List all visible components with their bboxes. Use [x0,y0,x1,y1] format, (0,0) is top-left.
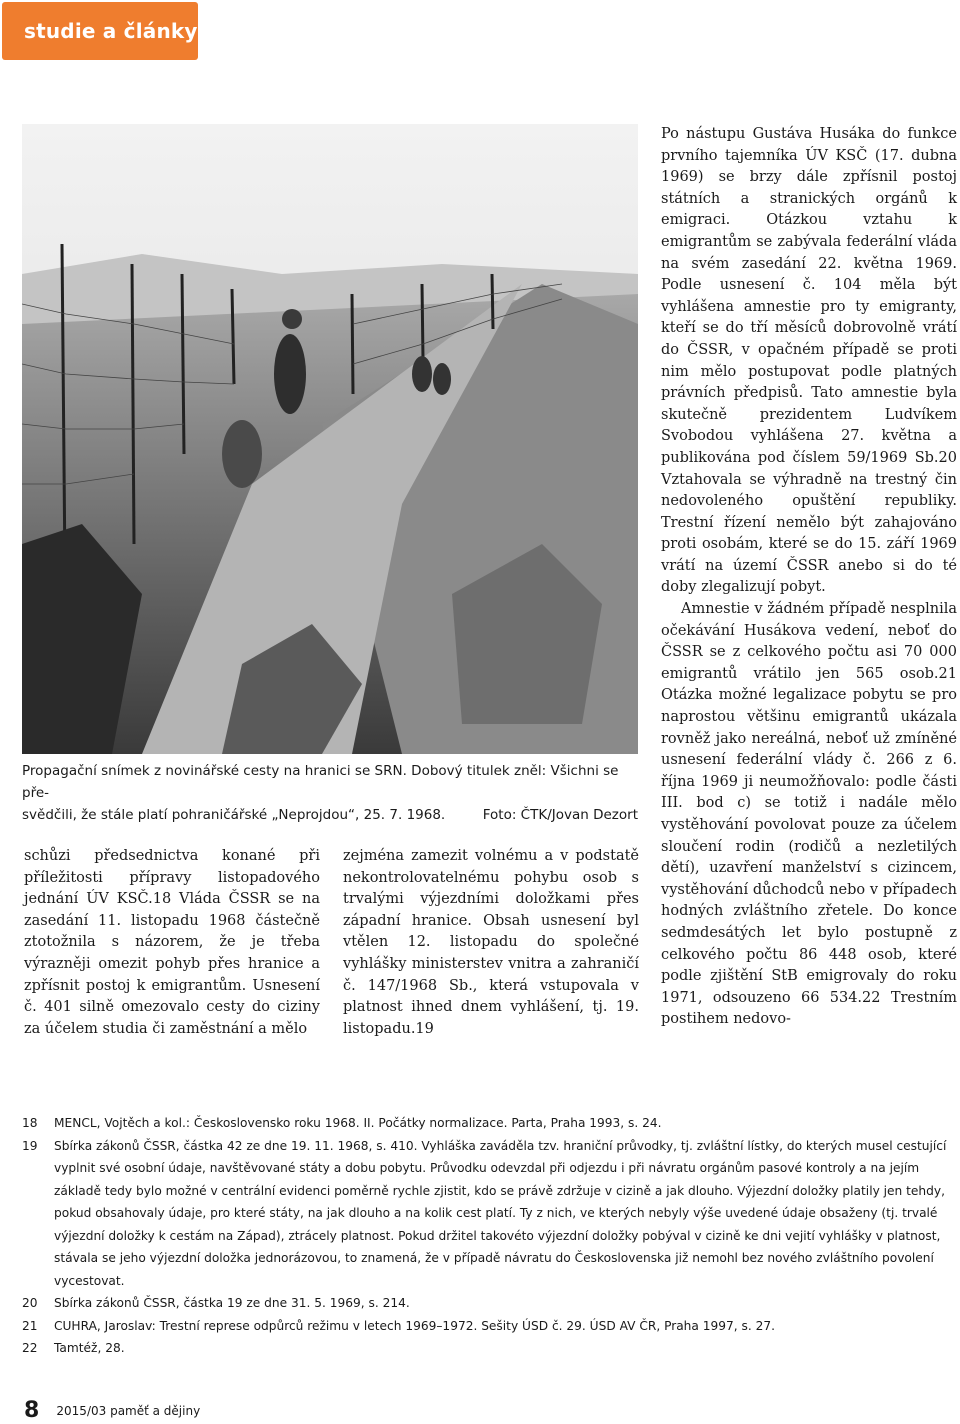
footnote-text: Sbírka zákonů ČSSR, částka 19 ze dne 31. 5. 1969, s. 214. [54,1296,410,1310]
text-column-3 [661,124,957,1031]
footnote [22,1337,958,1360]
footnote-text: CUHRA, Jaroslav: Trestní represe odpůrců režimu v letech 1969–1972. Sešity ÚSD č. 29. ÚSD AV ČR, Praha 1997, s. 27. [54,1318,775,1333]
footnote-text: MENCL, Vojtěch a kol.: Československo roku 1968. II. Počátky normalizace. Parta, Praha 1993, s. 24. [54,1116,662,1130]
text-column-1 [24,846,320,1040]
photo-credit: Foto: ČTK/Jovan Dezort [482,807,638,823]
footnote-text: Tamtéž, 28. [54,1341,125,1355]
footnote-number: 22 [22,1341,38,1355]
footnote [22,1292,958,1315]
footnote [22,1315,958,1338]
photo-caption [22,760,638,826]
text-column-2 [343,846,639,1040]
section-tag [2,2,198,60]
footnote [22,1112,958,1135]
column-2-text: zejména zamezit volnému a v podstatě nekontrolovatelnému pohybu osob s trvalými výjezdními doložkami přes západní hranice. Obsah usnesení byl vtělen 12. listopadu do společné vyhlášky ministerstev vnitra a zahraničí č. 147/1968 Sb., která vstupovala v platnost ihned dnem vyhlášení, tj. 19. listopadu.19 [343,848,639,1037]
caption-line-2: svědčili, že stále platí pohraničářské „Neprojdou“, 25. 7. 1968. [22,807,446,823]
border-patrol-photo [22,124,638,754]
column-1-text: schůzi předsednictva konané při příležitosti přípravy listopadového jednání ÚV KSČ.18 Vláda ČSSR se na zasedání 11. listopadu 1968 částečně ztotožnila s názorem, že je třeba výrazněji omezit pohyb přes hranice a zpřísnit postoj k emigrantům. Usnesení č. 401 silně omezovalo cesty do ciziny za účelem studia či zaměstnání a mělo [24,848,320,1037]
column-3-paragraph-2: Amnestie v žádném případě nesplnila očekávání Husákova vedení, neboť do ČSSR se z celkového počtu asi 70 000 emigrantů vrátilo jen 565 osob.21 Otázka možné legalizace pobytu se pro naprostou většinu emigrantů ukázala rovněž jako nereálná, neboť už zmíněné usnesení federální vlády č. 266 z 6. října 1969 ji neumožňovalo: podle části III. bod c) se totiž i nadále mělo vystěhování povolovat pouze za účelem sloučení rodin (rodičů a nezletilých dětí), uzavření manželství s cizincem, vystěhování důchodců nebo v případech hodných zvláštního zřetele. Do konce sedmdesátých let bylo postupně z celkového počtu 86 448 osob, které podle zjištění StB emigrovaly do roku 1971, odsouzeno 66 534.22 Trestním postihem nedovo- [661,601,957,1028]
section-tag-label: studie a články [24,19,198,43]
footnote-number: 19 [22,1138,38,1153]
column-3-paragraph-1: Po nástupu Gustáva Husáka do funkce prvního tajemníka ÚV KSČ (17. dubna 1969) se brzy dále zpřísnil postoj státních a stranických orgánů k emigraci. Otázkou vztahu k emigrantům se zabývala federální vláda na svém zasedání 22. května 1969. Podle usnesení č. 104 měla být vyhlášena amnestie pro ty emigranty, kteří se do tří měsíců dobrovolně vrátí do ČSSR, v opačném případě se proti nim mělo postupovat podle platných právních předpisů. Tato amnestie byla skutečně prezidentem Ludvíkem Svobodou vyhlášena 27. května a publikována pod číslem 59/1969 Sb.20 Vztahovala se výhradně na trestný čin nedovoleného opuštění republiky. Trestní řízení nemělo být zahajováno proti osobám, které se do 15. září 1969 vrátí na území ČSSR anebo si do té doby zlegalizují pobyt. [661,126,957,596]
magazine-issue: 2015/03 paměť a dějiny [56,1403,201,1418]
page-number: 8 [24,1398,40,1423]
footnote-number: 20 [22,1296,38,1310]
page-footer [24,1398,200,1423]
footnote [22,1135,958,1293]
footnote-number: 21 [22,1318,38,1333]
footnote-text: Sbírka zákonů ČSSR, částka 42 ze dne 19. 11. 1968, s. 410. Vyhláška zaváděla tzv. hraniční průvodky, tj. zvláštní lístky, do kterých musel cestující vyplnit své osobní údaje, navštěvované státy a dobu pobytu. Průvodku odevzdal při odjezdu i při návratu orgánům pasové kontroly a na jejím základě tedy bylo možné v centrální evidenci poměrně rychle zjistit, kdo se právě zdržuje v cizině a jak dlouho. Výjezdní doložky platily jen tehdy, pokud obsahovaly údaje, pro které státy, na jak dlouho a na kolik cest platí. Ty z nich, ve kterých nebyly výše uvedené údaje obsaženy (tj. trvalé výjezdní doložky k cestám na Západ), ztrácely platnost. Pokud držitel takovéto výjezdní doložky pobýval v cizině ke dni vejití vyhlášky v platnost, stávala se jeho výjezdní doložka jednorázovou, to znamená, že v případě návratu do Československa již nemohl bez nového zvláštního povolení vycestovat. [54,1138,947,1288]
caption-line-1: Propagační snímek z novinářské cesty na hranici se SRN. Dobový titulek zněl: Všichni se pře- [22,763,619,801]
footnote-number: 18 [22,1116,38,1130]
footnotes [22,1112,958,1360]
